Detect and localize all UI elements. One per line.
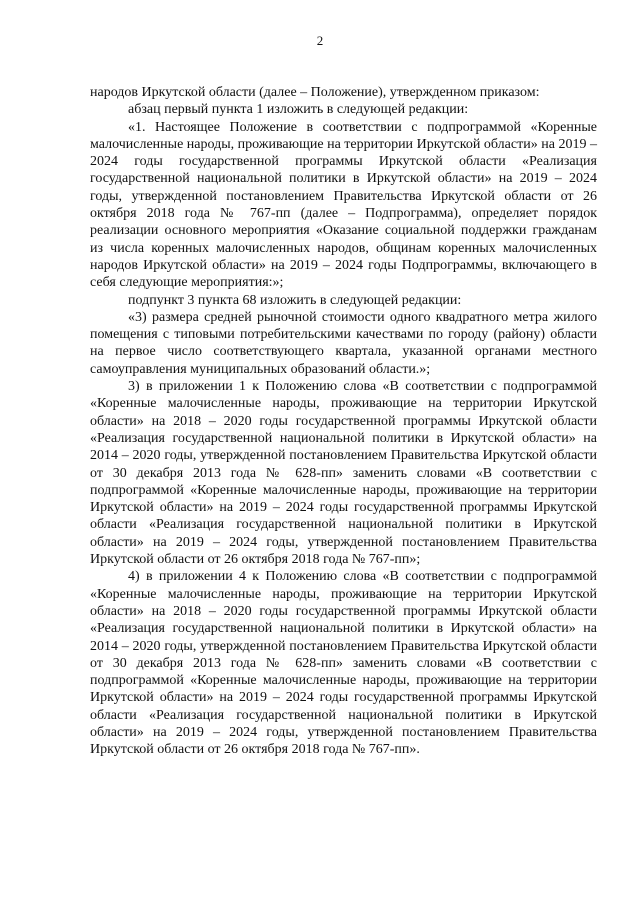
paragraph-amended-subclause-3: «3) размера средней рыночной стоимости одного квадратного метра жилого помещения с типовыми потребительскими качествами по городу (району) области на первое число соответствующего квартала, указанной органами местного самоуправления муниципальных образований области.»; bbox=[90, 309, 597, 377]
paragraph-item-3: 3) в приложении 1 к Положению слова «В соответствии с подпрограммой «Коренные малочисленные народы, проживающие на территории Иркутской области» на 2018 – 2020 годы государственной программы Иркутской области «Реализация государственной национальной политики в Иркутской области» на 2014 – 2020 годы, утвержденной постановлением Правительства Иркутской области от 30 декабря 2013 года № 628-пп» заменить словами «В соответствии с подпрограммой «Коренные малочисленные народы, проживающие на территории Иркутской области» на 2019 – 2024 годы государственной программы Иркутской области «Реализация государственной национальной политики в Иркутской области» на 2019 – 2024 годы, утвержденной постановлением Правительства Иркутской области от 26 октября 2018 года № 767-пп»; bbox=[90, 379, 597, 568]
paragraph-amendment-intro-2: подпункт 3 пункта 68 изложить в следующей редакции: bbox=[128, 292, 462, 308]
paragraph-amended-clause-1: «1. Настоящее Положение в соответствии с подпрограммой «Коренные малочисленные народы, проживающие на территории Иркутской области» на 2019 – 2024 годы государственной программы Иркутской области «Реализация государственной национальной политики в Иркутской области» на 2019 – 2024 годы, утвержденной постановлением Правительства Иркутской области от 26 октября 2018 года № 767-пп (далее – Подпрограмма), определяет порядок реализации основного мероприятия «Оказание социальной поддержки гражданам из числа коренных малочисленных народов, общинам коренных малочисленных народов Иркутской области» на 2019 – 2024 годы Подпрограммы, включающего в себя следующие мероприятия:»; bbox=[90, 119, 597, 291]
paragraph-amendment-intro-1: абзац первый пункта 1 изложить в следующей редакции: bbox=[128, 102, 469, 118]
page-number: 2 bbox=[316, 33, 324, 48]
paragraph-continuation: народов Иркутской области (далее – Положение), утвержденном приказом: bbox=[90, 85, 540, 100]
document-body bbox=[90, 84, 597, 759]
paragraph-item-4: 4) в приложении 4 к Положению слова «В соответствии с подпрограммой «Коренные малочисленные народы, проживающие на территории Иркутской области» на 2018 – 2020 годы государственной программы Иркутской области «Реализация государственной национальной политики в Иркутской области» на 2014 – 2020 годы, утвержденной постановлением Правительства Иркутской области от 30 декабря 2013 года № 628-пп» заменить словами «В соответствии с подпрограммой «Коренные малочисленные народы, проживающие на территории Иркутской области» на 2019 – 2024 годы государственной программы Иркутской области «Реализация государственной национальной политики в Иркутской области» на 2019 – 2024 годы, утвержденной постановлением Правительства Иркутской области от 26 октября 2018 года № 767-пп». bbox=[90, 569, 597, 758]
